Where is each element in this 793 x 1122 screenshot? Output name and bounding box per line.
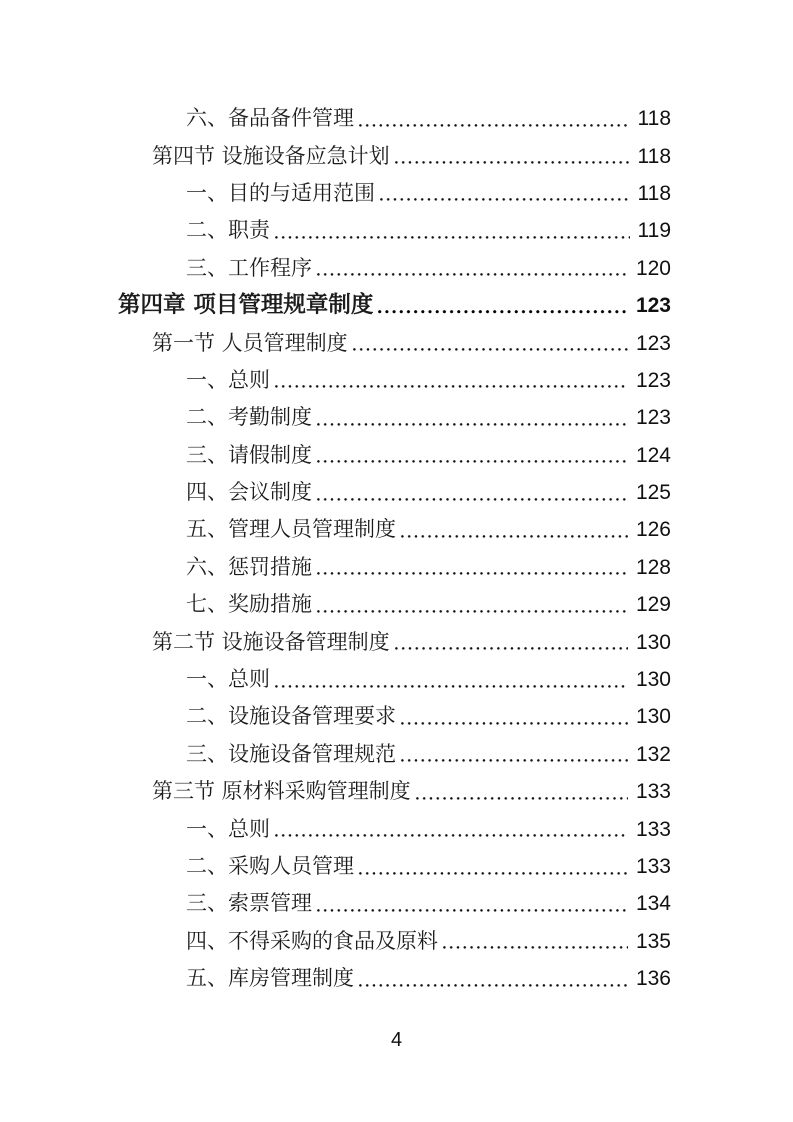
toc-entry-page: 118 [637,144,671,168]
toc-entry-page: 123 [635,294,671,318]
toc-entry-title: 六、备品备件管理 [186,106,354,131]
toc-entry-page: 128 [635,555,671,579]
toc-entry[interactable] [0,773,793,810]
toc-entry[interactable] [0,324,793,361]
toc-entry[interactable] [0,511,793,548]
toc-entry-page: 129 [635,593,671,617]
toc-entry-page: 120 [635,256,671,280]
toc-entry[interactable] [0,923,793,960]
toc-entry-page: 124 [635,443,671,467]
toc-entry-page: 126 [635,518,671,542]
toc-entry-title: 第四节 设施设备应急计划 [152,143,390,168]
toc-leader-dots [317,610,628,613]
toc-leader-dots [359,984,628,987]
toc-entry-page: 118 [637,181,671,205]
toc-leader-dots [275,834,628,837]
toc-leader-dots [317,909,628,912]
toc-entry-page: 133 [635,855,671,878]
toc-entry[interactable] [0,549,793,586]
toc-entry-page: 134 [635,892,671,916]
toc-leader-dots [395,647,628,650]
toc-entry[interactable] [0,212,793,249]
toc-entry-title: 三、工作程序 [186,255,312,280]
toc-leader-dots [401,759,628,762]
toc-entry-page: 123 [635,368,671,392]
toc-leader-dots [317,498,628,501]
toc-entry[interactable] [0,848,793,885]
toc-entry-page: 132 [635,742,671,766]
toc-leader-dots [275,236,630,239]
toc-entry-title: 六、惩罚措施 [186,554,312,579]
toc-entry-page: 130 [635,668,671,692]
toc-entry-page: 130 [635,630,671,654]
toc-entry[interactable] [0,474,793,511]
toc-entry-title: 第一节 人员管理制度 [152,330,348,355]
toc-entry-title: 第四章 项目管理规章制度 [118,292,374,319]
toc-entry[interactable] [0,437,793,474]
toc-entry-title: 二、采购人员管理 [186,854,354,878]
toc-leader-dots [353,348,628,351]
toc-entry-title: 二、设施设备管理要求 [186,704,396,729]
toc-entry-page: 136 [635,967,671,991]
toc-entry-page: 118 [637,107,671,131]
toc-leader-dots [443,946,628,949]
toc-entry-page: 135 [635,929,671,953]
toc-entry-title: 五、库房管理制度 [186,966,354,991]
toc-entry-page: 133 [635,817,671,841]
toc-leader-dots [401,535,628,538]
toc-leader-dots [380,198,630,201]
toc-leader-dots [416,797,628,800]
toc-entry[interactable] [0,698,793,735]
toc-entry-page: 125 [635,481,671,505]
toc-entry[interactable] [0,399,793,436]
toc-leader-dots [395,161,630,164]
toc-entry[interactable] [0,100,793,137]
toc-leader-dots [317,423,628,426]
toc-entry-title: 二、职责 [186,218,270,243]
toc-entry-title: 一、总则 [186,667,270,692]
toc-entry[interactable] [0,661,793,698]
toc-entry-title: 一、总则 [186,816,270,841]
toc-entry-title: 三、请假制度 [186,442,312,467]
toc-entry-title: 三、索票管理 [186,891,312,916]
toc-entry-page: 133 [635,780,671,804]
toc-entry[interactable] [0,736,793,773]
toc-entry[interactable] [0,287,793,324]
toc-entry-title: 一、总则 [186,367,270,392]
toc-entry-page: 130 [635,705,671,729]
toc-entry[interactable] [0,586,793,623]
toc-list [0,100,793,997]
toc-leader-dots [401,722,628,725]
toc-entry-page: 123 [635,331,671,355]
toc-entry-title: 二、考勤制度 [186,405,312,430]
toc-entry[interactable] [0,810,793,847]
toc-entry-title: 三、设施设备管理规范 [186,741,396,766]
toc-entry-title: 四、会议制度 [186,480,312,505]
toc-entry[interactable] [0,623,793,660]
toc-leader-dots [317,572,628,575]
toc-leader-dots [317,273,628,276]
toc-leader-dots [359,124,630,127]
toc-entry-title: 四、不得采购的食品及原料 [186,928,438,953]
toc-leader-dots [275,685,628,688]
toc-leader-dots [275,385,628,388]
toc-entry-page: 123 [635,406,671,430]
toc-entry[interactable] [0,960,793,997]
toc-entry-title: 第三节 原材料采购管理制度 [152,779,411,804]
toc-entry-title: 七、奖励措施 [186,592,312,617]
toc-entry[interactable] [0,137,793,174]
toc-leader-dots [378,310,628,314]
toc-entry-title: 五、管理人员管理制度 [186,517,396,542]
toc-entry[interactable] [0,250,793,287]
toc-entry-title: 第二节 设施设备管理制度 [152,629,390,654]
toc-leader-dots [317,460,628,463]
toc-entry[interactable] [0,885,793,922]
toc-entry[interactable] [0,175,793,212]
page-number-footer: 4 [390,1029,403,1051]
toc-entry-title: 一、目的与适用范围 [186,180,375,205]
toc-entry[interactable] [0,362,793,399]
toc-leader-dots [359,872,628,875]
toc-entry-page: 119 [637,219,671,243]
